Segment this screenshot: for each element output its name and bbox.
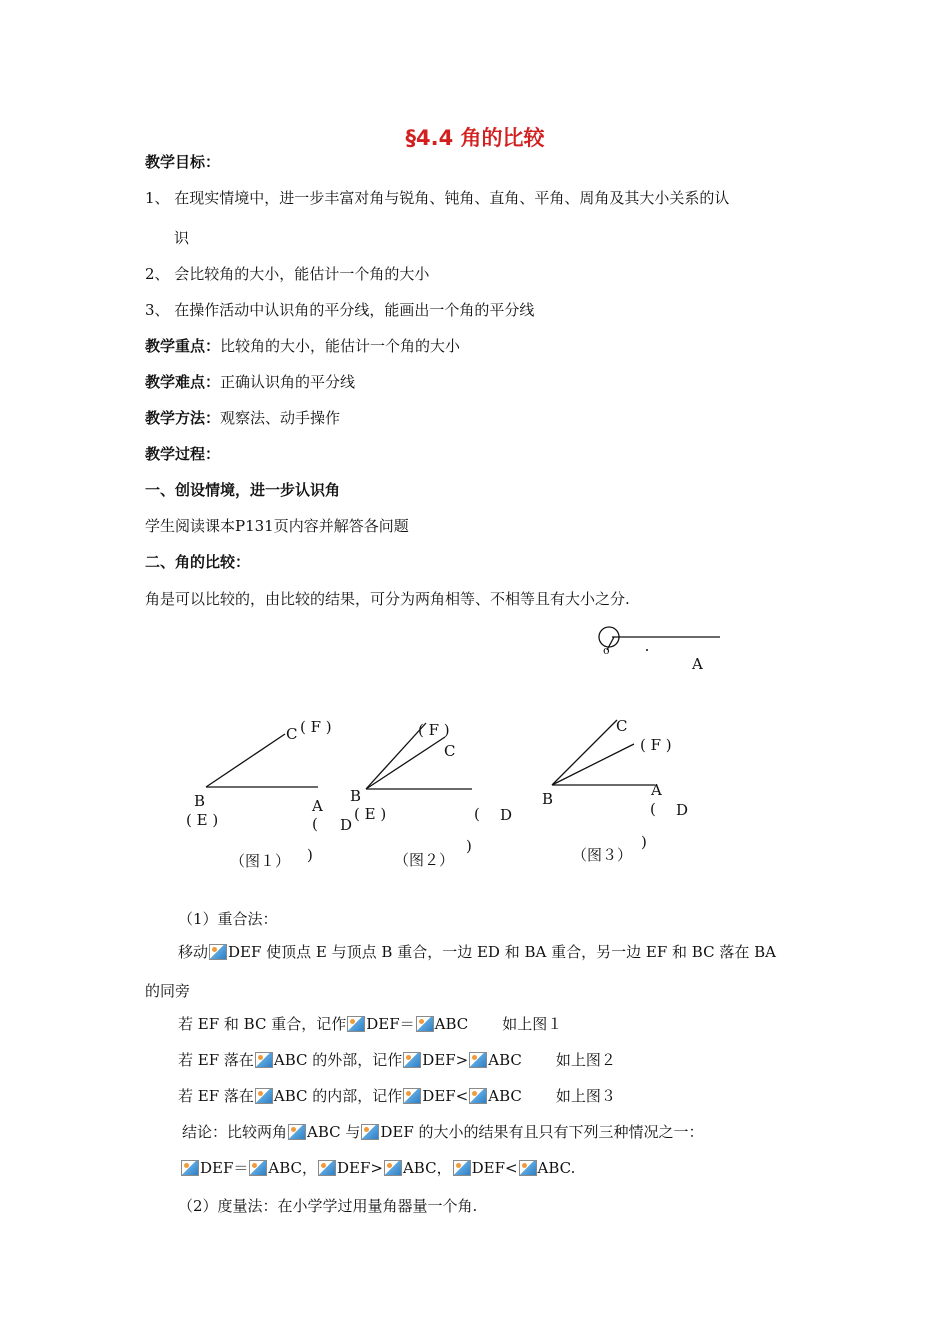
method-label: 教学方法： bbox=[145, 409, 221, 427]
method-text: 观察法、动手操作 bbox=[220, 409, 341, 427]
result-6: ABC. bbox=[537, 1159, 576, 1177]
move-line-cont: 的同旁 bbox=[145, 982, 191, 1000]
case3-text-a: 若 EF 落在 bbox=[178, 1087, 254, 1105]
fig1-ray-bc bbox=[206, 734, 285, 787]
move-text-a: 移动 bbox=[178, 943, 209, 961]
top-label-a: A bbox=[692, 655, 703, 673]
angle-symbol-icon bbox=[453, 1160, 471, 1176]
top-dot bbox=[646, 649, 648, 651]
case3-ref: 如上图３ bbox=[555, 1087, 616, 1105]
case3-text-b: ABC 的内部，记作 bbox=[273, 1087, 403, 1105]
conclusion-text-c: DEF 的大小的结果有且只有下列三种情况之一： bbox=[380, 1123, 704, 1141]
conclusion-text-b: ABC 与 bbox=[307, 1123, 361, 1141]
case1-ref: 如上图１ bbox=[502, 1015, 563, 1033]
process-heading: 教学过程： bbox=[145, 445, 221, 463]
objective-2: 2、 会比较角的大小，能估计一个角的大小 bbox=[145, 265, 430, 283]
difficulty-text: 正确认识角的平分线 bbox=[220, 373, 356, 391]
fig2-label-f: ( F ) bbox=[418, 721, 450, 739]
case1-line bbox=[178, 1014, 562, 1034]
fig2-label-rp: ) bbox=[466, 837, 472, 855]
move-text-b: DEF 使顶点 E 与顶点 B 重合，一边 ED 和 BA 重合，另一边 EF 和 BC 落在 BA bbox=[228, 943, 776, 961]
section1-heading: 一、创设情境，进一步认识角 bbox=[145, 481, 341, 499]
fig3-label-b: B bbox=[542, 790, 554, 808]
angle-symbol-icon bbox=[361, 1124, 379, 1140]
fig1-label-lp: ( bbox=[312, 815, 318, 833]
angle-symbol-icon bbox=[318, 1160, 336, 1176]
fig2-label-b: B bbox=[350, 787, 362, 805]
conclusion-line bbox=[182, 1122, 704, 1142]
conclusion-text-a: 结论：比较两角 bbox=[182, 1123, 288, 1141]
angle-symbol-icon bbox=[403, 1088, 421, 1104]
result-4: ABC， bbox=[402, 1159, 452, 1177]
fig3-ray-ef bbox=[552, 744, 634, 785]
result-2: ABC， bbox=[268, 1159, 318, 1177]
move-line bbox=[178, 942, 776, 962]
angle-symbol-icon bbox=[255, 1052, 273, 1068]
result-5: DEF< bbox=[471, 1159, 518, 1177]
fig1-label-b: B bbox=[194, 792, 206, 810]
fig1-label-e: ( E ) bbox=[186, 811, 219, 829]
fig1-label-rp: ) bbox=[307, 846, 313, 864]
fig1-label-d: D bbox=[340, 816, 353, 834]
angle-symbol-icon bbox=[249, 1160, 267, 1176]
angle-symbol-icon bbox=[181, 1160, 199, 1176]
section2-heading: 二、角的比较： bbox=[145, 553, 251, 571]
section2-intro: 角是可以比较的，由比较的结果，可分为两角相等、不相等且有大小之分. bbox=[145, 590, 630, 608]
angle-symbol-icon bbox=[347, 1016, 365, 1032]
method2-text: （2）度量法：在小学学过用量角器量一个角. bbox=[178, 1197, 478, 1215]
fig2-label-lp: ( bbox=[474, 805, 480, 823]
section1-text: 学生阅读课本P131页内容并解答各问题 bbox=[145, 517, 409, 535]
objectives-heading: 教学目标： bbox=[145, 153, 221, 171]
angle-symbol-icon bbox=[288, 1124, 306, 1140]
case1-text-c: ABC bbox=[434, 1015, 469, 1033]
method1-heading: （1）重合法： bbox=[178, 910, 278, 928]
fig2-label-c: C bbox=[444, 742, 456, 760]
angle-symbol-icon bbox=[403, 1052, 421, 1068]
case2-line bbox=[178, 1050, 616, 1070]
results-line bbox=[180, 1158, 575, 1178]
fig3-label-lp: ( bbox=[650, 800, 656, 818]
fig3-label-d: D bbox=[676, 801, 689, 819]
focus-text: 比较角的大小，能估计一个角的大小 bbox=[220, 337, 461, 355]
angle-symbol-icon bbox=[469, 1088, 487, 1104]
case2-text-d: ABC bbox=[488, 1051, 522, 1069]
angle-symbol-icon bbox=[209, 944, 227, 960]
objective-3: 3、 在操作活动中认识角的平分线，能画出一个角的平分线 bbox=[145, 301, 535, 319]
case2-text-c: DEF> bbox=[422, 1051, 469, 1069]
angle-symbol-icon bbox=[416, 1016, 434, 1032]
case2-text-a: 若 EF 落在 bbox=[178, 1051, 254, 1069]
objective-1: 1、 在现实情境中，进一步丰富对角与锐角、钝角、直角、平角、周角及其大小关系的认 bbox=[145, 189, 730, 207]
fig2-caption: （图２） bbox=[394, 851, 455, 869]
case3-text-c: DEF< bbox=[422, 1087, 469, 1105]
angle-symbol-icon bbox=[255, 1088, 273, 1104]
case1-text-b: DEF＝ bbox=[366, 1015, 415, 1033]
angle-symbol-icon bbox=[519, 1160, 537, 1176]
difficulty-label: 教学难点： bbox=[145, 373, 221, 391]
case3-line bbox=[178, 1086, 616, 1106]
fig1-label-c: C bbox=[286, 725, 298, 743]
case1-text-a: 若 EF 和 BC 重合，记作 bbox=[178, 1015, 347, 1033]
angle-symbol-icon bbox=[384, 1160, 402, 1176]
fig2-label-e: ( E ) bbox=[354, 805, 387, 823]
fig3-label-rp: ) bbox=[641, 833, 647, 851]
fig3-caption: （图３） bbox=[572, 846, 633, 864]
top-label-o: o bbox=[603, 644, 610, 657]
case2-ref: 如上图２ bbox=[555, 1051, 616, 1069]
angle-symbol-icon bbox=[469, 1052, 487, 1068]
objective-1-cont: 识 bbox=[174, 229, 190, 247]
page-title: §4.4 角的比较 bbox=[405, 126, 545, 150]
fig1-label-f: ( F ) bbox=[300, 718, 332, 736]
focus-label: 教学重点： bbox=[145, 337, 221, 355]
fig3-label-f: ( F ) bbox=[640, 736, 672, 754]
fig3-label-c: C bbox=[616, 717, 628, 735]
fig1-label-a: A bbox=[312, 797, 323, 815]
fig3-ray-bc bbox=[552, 720, 617, 785]
result-3: DEF> bbox=[337, 1159, 383, 1177]
case2-text-b: ABC 的外部，记作 bbox=[273, 1051, 403, 1069]
result-1: DEF＝ bbox=[200, 1159, 249, 1177]
case3-text-d: ABC bbox=[488, 1087, 522, 1105]
fig1-caption: （图１） bbox=[230, 852, 291, 870]
fig2-label-d: D bbox=[500, 806, 513, 824]
fig3-label-a: A bbox=[651, 781, 662, 799]
